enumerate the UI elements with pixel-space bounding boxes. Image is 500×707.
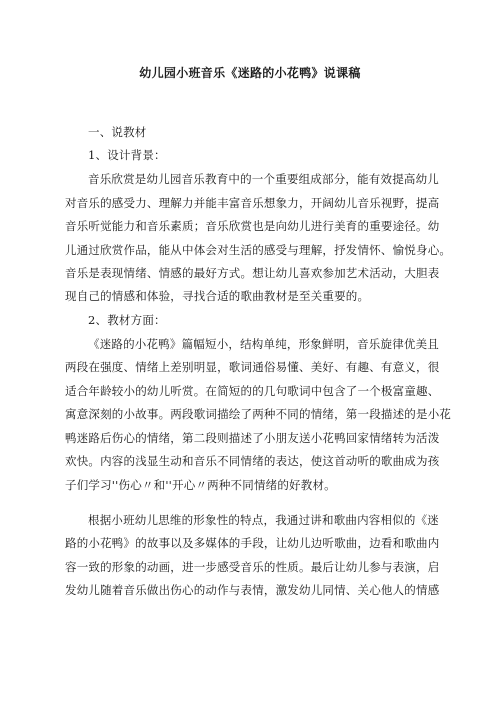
paragraph-line: 欢快。内容的浅显生动和音乐不同情绪的表达，使这首动听的歌曲成为孩	[65, 454, 440, 468]
paragraph-line: 容一致的形象的动画，进一步感受音乐的性质。最后让幼儿参与表演，启	[65, 560, 440, 574]
paragraph-line: 寓意深刻的小故事。两段歌词描绘了两种不同的情绪，第一段描述的是小花	[65, 407, 452, 421]
paragraph-line: 儿通过欣赏作品，能从中体会对生活的感受与理解，抒发情怀、愉悦身心。	[65, 243, 452, 257]
paragraph-line: 鸭迷路后伤心的情绪，第二段则描述了小朋友送小花鸭回家情绪转为活泼	[65, 431, 440, 445]
paragraph-line: 路的小花鸭》的故事以及多媒体的手段，让幼儿边听歌曲，边看和歌曲内	[65, 536, 440, 550]
paragraph-line: 《迷路的小花鸭》篇幅短小，结构单纯，形象鲜明，音乐旋律优美且	[88, 337, 439, 351]
paragraph-line: 根据小班幼儿思维的形象性的特点，我通过讲和歌曲内容相似的《迷	[88, 513, 439, 527]
paragraph-line: 两段在强度、情绪上差别明显，歌词通俗易懂、美好、有趣、有意义，很	[65, 360, 440, 374]
paragraph-line: 音乐是表现情绪、情感的最好方式。想让幼儿喜欢参加艺术活动，大胆表	[65, 266, 440, 280]
paragraph-line: 音乐欣赏是幼儿园音乐教育中的一个重要组成部分，能有效提高幼儿	[88, 172, 439, 186]
paragraph-line: 现自己的情感和体验，寻找合适的歌曲教材是至关重要的。	[65, 289, 370, 303]
paragraph-line: 适合年龄较小的幼儿听赏。在简短的的几句歌词中包含了一个极富童趣、	[65, 384, 440, 398]
subheading-teaching-material-aspect: 2、教材方面：	[88, 313, 166, 327]
subheading-design-background: 1、设计背景：	[88, 148, 166, 162]
paragraph-line: 音乐听觉能力和音乐素质；音乐欣赏也是向幼儿进行美育的重要途径。幼	[65, 219, 440, 233]
paragraph-line: 子们学习''伤心〃和''开心〃两种不同情绪的好教材。	[65, 478, 336, 492]
paragraph-line: 对音乐的感受力、理解力并能丰富音乐想象力，开阔幼儿音乐视野，提高	[65, 196, 440, 210]
section-heading-teaching-material: 一、说教材	[88, 125, 147, 139]
document-title: 幼儿园小班音乐《迷路的小花鸭》说课稿	[139, 66, 361, 80]
paragraph-line: 发幼儿随着音乐做出伤心的动作与表情，激发幼儿同情、关心他人的情感	[65, 583, 440, 597]
